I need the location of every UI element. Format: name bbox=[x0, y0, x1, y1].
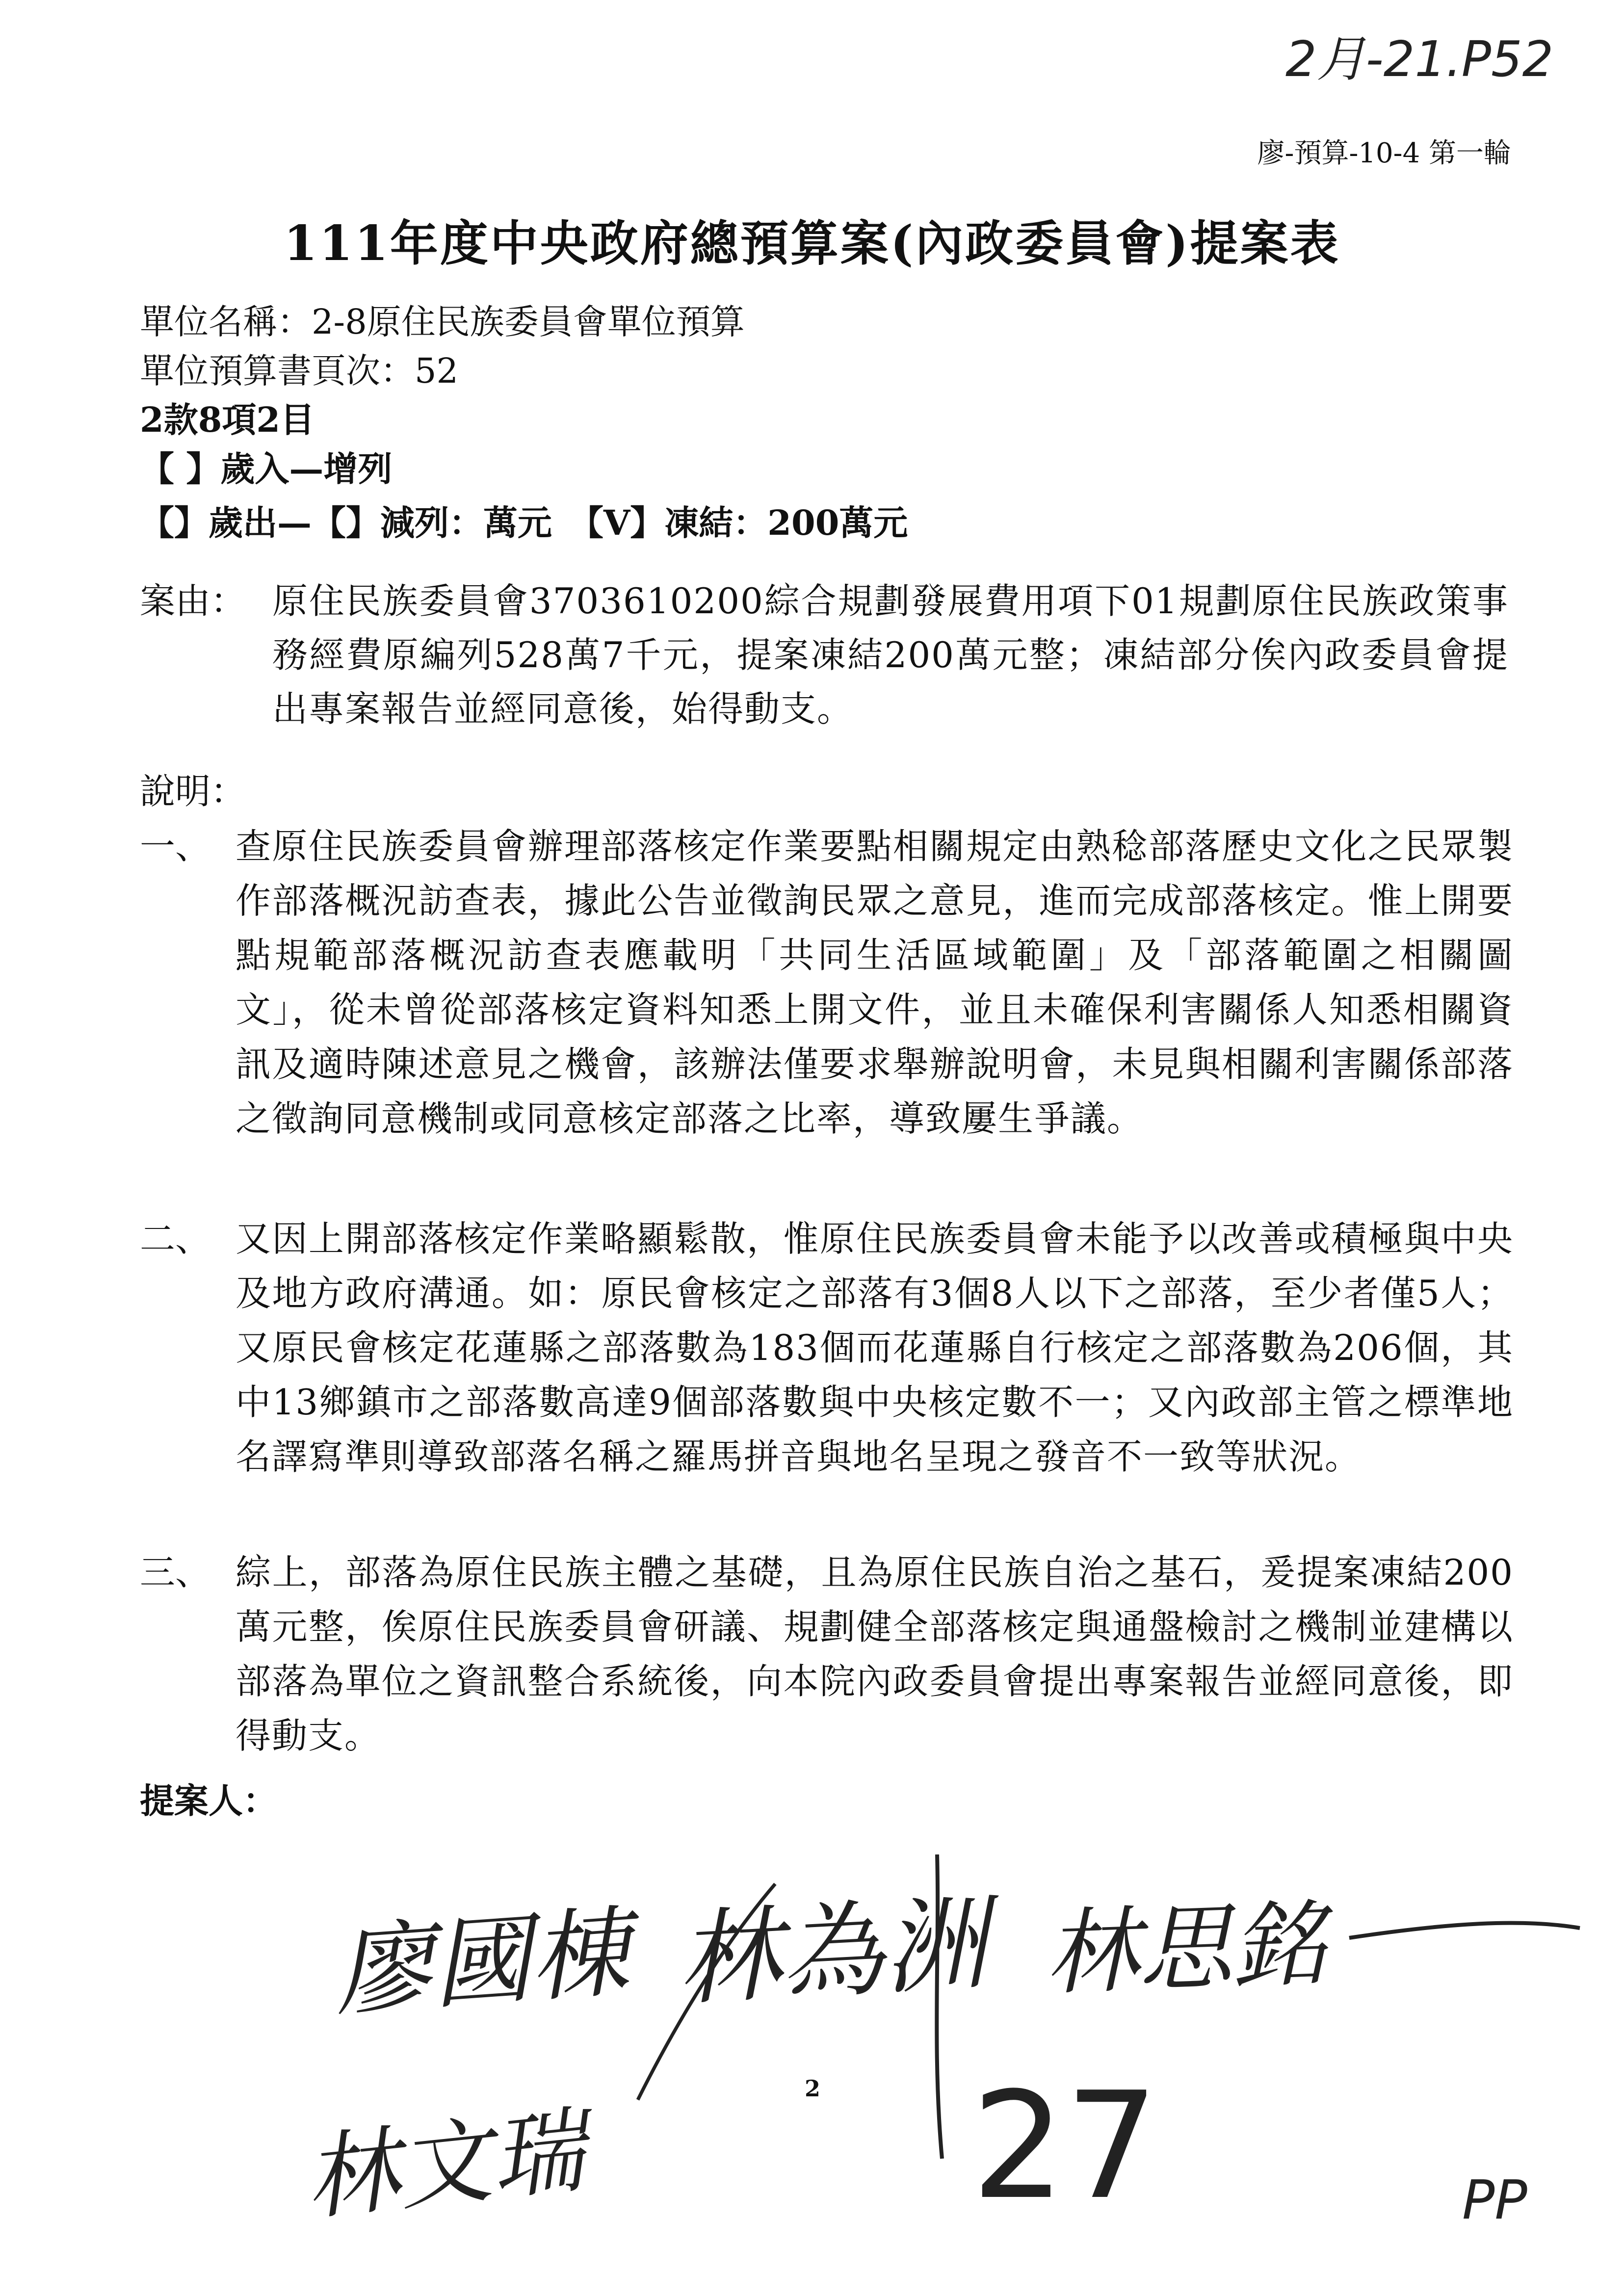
signature-number: 27 bbox=[971, 2061, 1159, 2232]
unit-name: 單位名稱：2-8原住民族委員會單位預算 bbox=[140, 302, 745, 342]
page-reference: 單位預算書頁次：52 bbox=[140, 351, 459, 391]
item-text: 又因上開部落核定作業略顯鬆散，惟原住民族委員會未能予以改善或積極與中央及地方政府溝通。如：原民會核定之部落有3個8人以下之部落，至少者僅5人；又原民會核定花蓮縣之部落數為183個而花蓮縣自行核定之部落數為206個，其中13鄉鎮市之部落數高達9個部落數與中央核定數不一；又內政部主管之標準地名譯寫準則導致部落名稱之羅馬拼音與地名呈現之發音不一致等狀況。 bbox=[236, 1218, 1514, 1477]
item-number: 一、 bbox=[140, 826, 211, 867]
signature-3: 林思銘 bbox=[1043, 1890, 1327, 2008]
expenditure-line: 【】歲出—【】減列：萬元 【V】凍結：200萬元 bbox=[140, 502, 908, 543]
explanation-label: 說明： bbox=[140, 771, 246, 812]
reason-text: 原住民族委員會3703610200綜合規劃發展費用項下01規劃原住民族政策事務經費原編列528萬7千元，提案凍結200萬元整；凍結部分俟內政委員會提出專案報告並經同意後，始得動支。 bbox=[272, 580, 1509, 730]
item-number: 三、 bbox=[140, 1552, 211, 1593]
explanation-item-1 bbox=[140, 819, 1514, 1146]
signature-strokes bbox=[294, 1854, 1619, 2296]
budget-section: 2款8項2目 bbox=[140, 399, 315, 440]
pen-stroke bbox=[638, 1884, 775, 2100]
explanation-item-2 bbox=[140, 1212, 1514, 1484]
signature-4: 林文瑞 bbox=[300, 2096, 590, 2234]
reason-label: 案由： bbox=[140, 580, 246, 622]
signature-1: 廖國棟 bbox=[330, 1895, 632, 2030]
doc-code: 廖-預算-10-4 第一輪 bbox=[1257, 137, 1511, 169]
page-title: 111年度中央政府總預算案(內政委員會)提案表 bbox=[284, 215, 1340, 272]
signature-2: 林為洲 bbox=[674, 1883, 990, 2020]
pen-stroke bbox=[937, 1854, 942, 2159]
revenue-line: 【 】歲入—增列 bbox=[140, 448, 393, 489]
page-number: 2 bbox=[805, 2075, 821, 2102]
item-text: 查原住民族委員會辦理部落核定作業要點相關規定由熟稔部落歷史文化之民眾製作部落概況訪查表，據此公告並徵詢民眾之意見，進而完成部落核定。惟上開要點規範部落概況訪查表應載明「共同生活區域範圍」及「部落範圍之相關圖文」，從未曾從部落核定資料知悉上開文件，並且未確保利害關係人知悉相關資訊及適時陳述意見之機會，該辦法僅要求舉辦說明會，未見與相關利害關係部落之徵詢同意機制或同意核定部落之比率，導致屢生爭議。 bbox=[236, 826, 1514, 1139]
signature-initials: PP bbox=[1462, 2168, 1527, 2231]
item-text: 綜上，部落為原住民族主體之基礎，且為原住民族自治之基石，爰提案凍結200萬元整，俟原住民族委員會研議、規劃健全部落核定與通盤檢討之機制並建構以部落為單位之資訊整合系統後，向本院內政委員會提出專案報告並經同意後，即得動支。 bbox=[236, 1552, 1514, 1756]
pen-stroke bbox=[1349, 1923, 1580, 1938]
handwritten-note: 2月-21.P52 bbox=[1285, 30, 1554, 88]
signature-area bbox=[294, 1854, 1619, 2296]
explanation-item-3 bbox=[140, 1545, 1514, 1763]
proposer-label: 提案人： bbox=[140, 1780, 277, 1821]
item-number: 二、 bbox=[140, 1218, 211, 1259]
